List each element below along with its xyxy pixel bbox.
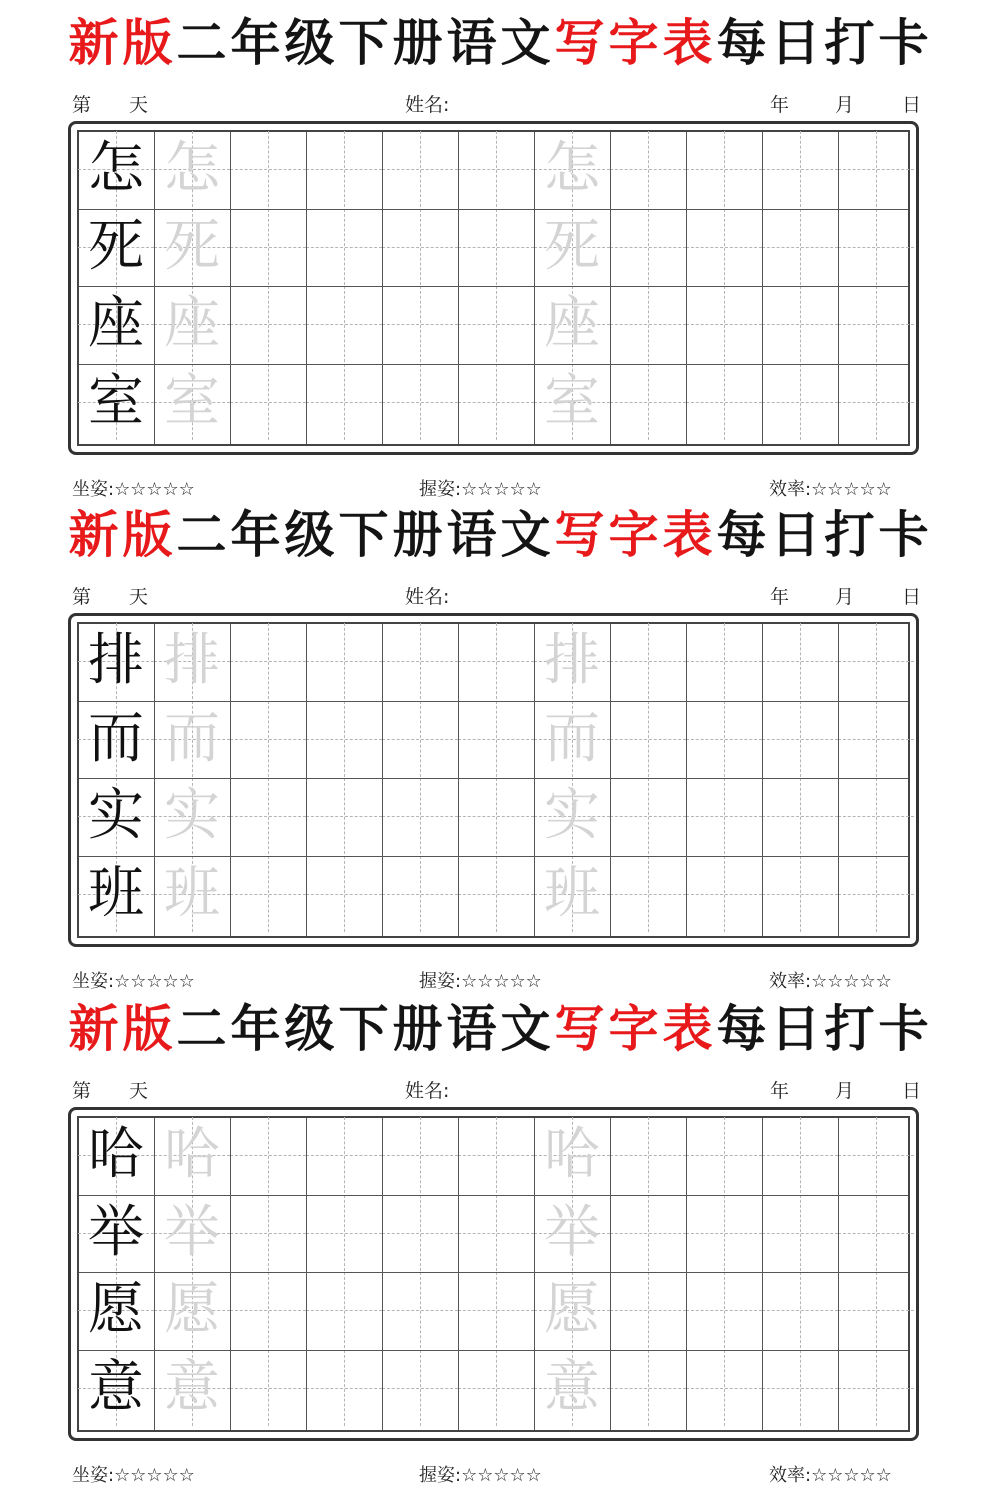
date-label: 日 [902, 586, 922, 608]
grid-cell[interactable] [458, 1272, 534, 1348]
title-part: 写字表 [554, 999, 717, 1058]
trace-character: 死 [164, 213, 220, 279]
efficiency-rating[interactable]: 效率:☆☆☆☆☆ [769, 971, 892, 992]
grid-cell[interactable] [610, 623, 686, 699]
grid-cell[interactable] [230, 1272, 306, 1348]
trace-character: 班 [164, 860, 220, 926]
grid-cell[interactable] [686, 364, 762, 440]
grid-column-line [382, 132, 383, 444]
grid-cell[interactable] [306, 286, 382, 362]
trace-character: 而 [544, 705, 600, 771]
grid-cell[interactable] [686, 778, 762, 854]
grid-cell[interactable] [610, 1350, 686, 1426]
title-part: 写字表 [554, 505, 717, 564]
trace-character: 实 [544, 783, 600, 848]
model-character: 室 [88, 368, 144, 434]
grid-cell[interactable] [306, 1195, 382, 1271]
grid-cell[interactable] [686, 209, 762, 285]
ratings-row [72, 1461, 922, 1491]
grid-column-line [230, 132, 231, 444]
trace-character: 愿 [544, 1277, 600, 1342]
trace-character: 而 [164, 705, 220, 771]
grid-cell[interactable] [306, 1272, 382, 1348]
grid-cell[interactable] [230, 1195, 306, 1271]
trace-character: 举 [164, 1199, 220, 1265]
grid-cell[interactable] [762, 131, 838, 207]
day-label: 第 天 [72, 586, 149, 608]
grid-cell[interactable] [610, 1272, 686, 1348]
grid-cell[interactable] [686, 1117, 762, 1193]
model-character: 排 [88, 628, 144, 693]
grid-cell[interactable] [382, 209, 458, 285]
grid-cell[interactable] [838, 209, 914, 285]
grid-cell[interactable] [382, 778, 458, 854]
grid-column-line [762, 1118, 763, 1430]
year-label: 年 [770, 94, 790, 116]
model-character: 哈 [88, 1122, 144, 1187]
grip-posture-rating[interactable]: 握姿:☆☆☆☆☆ [419, 971, 542, 992]
grid-cell[interactable] [306, 701, 382, 777]
grid-column-line [458, 132, 459, 444]
writing-grid-frame [68, 1107, 919, 1441]
title-part: 新版 [68, 13, 177, 72]
grid-cell[interactable] [306, 856, 382, 932]
title-part: 二年级下册语文 [176, 13, 555, 72]
grid-cell[interactable] [686, 131, 762, 207]
grid-cell[interactable] [382, 701, 458, 777]
grid-cell[interactable] [306, 364, 382, 440]
grid-cell[interactable] [382, 1350, 458, 1426]
grid-cell[interactable] [230, 778, 306, 854]
day-label: 第 天 [72, 94, 149, 116]
model-character: 意 [88, 1354, 144, 1420]
grid-column-line [306, 132, 307, 444]
trace-character: 哈 [544, 1122, 600, 1187]
grid-cell[interactable] [610, 364, 686, 440]
year-label: 年 [770, 1080, 790, 1102]
grid-cell[interactable] [230, 131, 306, 207]
grid-column-line [762, 132, 763, 444]
grid-cell[interactable] [458, 856, 534, 932]
trace-character: 室 [164, 368, 220, 434]
grip-posture-rating[interactable]: 握姿:☆☆☆☆☆ [419, 1465, 542, 1486]
trace-character: 意 [544, 1354, 600, 1420]
grid-cell[interactable] [230, 1350, 306, 1426]
title-part: 新版 [68, 999, 177, 1058]
trace-character: 意 [164, 1354, 220, 1420]
writing-grid [77, 622, 910, 938]
grid-cell[interactable] [610, 131, 686, 207]
writing-grid [77, 1116, 910, 1432]
grid-column-line [838, 132, 839, 444]
trace-character: 愿 [164, 1277, 220, 1342]
grid-cell[interactable] [610, 778, 686, 854]
grid-cell[interactable] [306, 778, 382, 854]
grid-cell[interactable] [382, 286, 458, 362]
grid-cell[interactable] [458, 778, 534, 854]
model-character: 举 [88, 1199, 144, 1265]
trace-character: 座 [544, 291, 600, 356]
grid-cell[interactable] [762, 1272, 838, 1348]
trace-character: 室 [544, 368, 600, 434]
grid-column-line [762, 624, 763, 936]
ratings-row [72, 967, 922, 997]
sitting-posture-rating[interactable]: 坐姿:☆☆☆☆☆ [72, 479, 195, 500]
efficiency-rating[interactable]: 效率:☆☆☆☆☆ [769, 479, 892, 500]
grid-cell[interactable] [838, 1350, 914, 1426]
model-character: 班 [88, 860, 144, 926]
grid-cell[interactable] [610, 701, 686, 777]
name-label: 姓名: [405, 1080, 450, 1102]
grid-column-line [686, 1118, 687, 1430]
grid-column-line [230, 1118, 231, 1430]
model-character: 而 [88, 705, 144, 771]
efficiency-rating[interactable]: 效率:☆☆☆☆☆ [769, 1465, 892, 1486]
grid-cell[interactable] [610, 1195, 686, 1271]
grid-cell[interactable] [838, 1195, 914, 1271]
grid-column-line [838, 1118, 839, 1430]
grid-column-line [458, 1118, 459, 1430]
grid-cell[interactable] [306, 131, 382, 207]
grid-column-line [458, 624, 459, 936]
grid-column-line [306, 624, 307, 936]
grid-cell[interactable] [230, 701, 306, 777]
grid-cell[interactable] [686, 856, 762, 932]
grid-column-line [610, 132, 611, 444]
model-character: 座 [88, 291, 144, 356]
writing-grid-frame [68, 121, 919, 455]
grid-cell[interactable] [382, 1195, 458, 1271]
grid-cell[interactable] [458, 701, 534, 777]
trace-character: 排 [544, 628, 600, 693]
grid-cell[interactable] [458, 364, 534, 440]
model-character: 死 [88, 213, 144, 279]
month-label: 月 [835, 1080, 855, 1102]
grid-cell[interactable] [382, 623, 458, 699]
grid-cell[interactable] [610, 856, 686, 932]
grid-cell[interactable] [610, 286, 686, 362]
grid-cell[interactable] [306, 1350, 382, 1426]
grid-column-line [306, 1118, 307, 1430]
grid-cell[interactable] [458, 1195, 534, 1271]
trace-character: 班 [544, 860, 600, 926]
title-part: 每日打卡 [716, 999, 933, 1058]
title-part: 写字表 [554, 13, 717, 72]
trace-character: 死 [544, 213, 600, 279]
grid-cell[interactable] [306, 209, 382, 285]
grid-cell[interactable] [838, 778, 914, 854]
date-label: 日 [902, 1080, 922, 1102]
grid-cell[interactable] [838, 1117, 914, 1193]
grid-cell[interactable] [762, 1117, 838, 1193]
grid-cell[interactable] [382, 1272, 458, 1348]
grid-column-line [686, 132, 687, 444]
grid-cell[interactable] [838, 364, 914, 440]
grid-cell[interactable] [230, 364, 306, 440]
meta-row [72, 582, 922, 612]
year-label: 年 [770, 586, 790, 608]
grid-cell[interactable] [230, 623, 306, 699]
grid-cell[interactable] [762, 1350, 838, 1426]
title-part: 二年级下册语文 [176, 505, 555, 564]
month-label: 月 [835, 94, 855, 116]
grid-cell[interactable] [686, 1195, 762, 1271]
name-label: 姓名: [405, 94, 450, 116]
writing-grid-frame [68, 613, 919, 947]
sheet-title [0, 994, 1001, 1064]
grid-column-line [686, 624, 687, 936]
date-label: 日 [902, 94, 922, 116]
grid-cell[interactable] [458, 623, 534, 699]
grid-column-line [382, 624, 383, 936]
grid-cell[interactable] [382, 1117, 458, 1193]
grip-posture-rating[interactable]: 握姿:☆☆☆☆☆ [419, 479, 542, 500]
sheet-title [0, 500, 1001, 570]
trace-character: 怎 [544, 136, 600, 201]
grid-cell[interactable] [762, 701, 838, 777]
writing-grid [77, 130, 910, 446]
trace-character: 举 [544, 1199, 600, 1265]
title-part: 每日打卡 [716, 13, 933, 72]
grid-cell[interactable] [458, 131, 534, 207]
sheet-title [0, 8, 1001, 78]
grid-column-line [382, 1118, 383, 1430]
grid-cell[interactable] [230, 209, 306, 285]
grid-cell[interactable] [762, 1195, 838, 1271]
grid-cell[interactable] [838, 131, 914, 207]
meta-row [72, 1076, 922, 1106]
grid-cell[interactable] [382, 856, 458, 932]
trace-character: 怎 [164, 136, 220, 201]
trace-character: 实 [164, 783, 220, 848]
grid-cell[interactable] [458, 286, 534, 362]
grid-cell[interactable] [762, 209, 838, 285]
grid-cell[interactable] [762, 364, 838, 440]
grid-cell[interactable] [382, 364, 458, 440]
model-character: 愿 [88, 1277, 144, 1342]
title-part: 二年级下册语文 [176, 999, 555, 1058]
grid-cell[interactable] [838, 1272, 914, 1348]
grid-column-line [610, 1118, 611, 1430]
grid-cell[interactable] [686, 623, 762, 699]
sitting-posture-rating[interactable]: 坐姿:☆☆☆☆☆ [72, 1465, 195, 1486]
name-label: 姓名: [405, 586, 450, 608]
grid-cell[interactable] [762, 286, 838, 362]
grid-cell[interactable] [458, 1350, 534, 1426]
grid-cell[interactable] [838, 623, 914, 699]
model-character: 怎 [88, 136, 144, 201]
meta-row [72, 90, 922, 120]
trace-character: 座 [164, 291, 220, 356]
title-part: 每日打卡 [716, 505, 933, 564]
grid-column-line [230, 624, 231, 936]
grid-cell[interactable] [230, 286, 306, 362]
grid-column-line [610, 624, 611, 936]
grid-cell[interactable] [306, 623, 382, 699]
grid-cell[interactable] [686, 1272, 762, 1348]
grid-cell[interactable] [610, 1117, 686, 1193]
grid-cell[interactable] [762, 778, 838, 854]
grid-cell[interactable] [686, 701, 762, 777]
trace-character: 排 [164, 628, 220, 693]
grid-column-line [838, 624, 839, 936]
day-label: 第 天 [72, 1080, 149, 1102]
grid-cell[interactable] [230, 1117, 306, 1193]
sitting-posture-rating[interactable]: 坐姿:☆☆☆☆☆ [72, 971, 195, 992]
grid-cell[interactable] [458, 1117, 534, 1193]
grid-cell[interactable] [762, 856, 838, 932]
grid-cell[interactable] [306, 1117, 382, 1193]
grid-cell[interactable] [382, 131, 458, 207]
grid-cell[interactable] [458, 209, 534, 285]
model-character: 实 [88, 783, 144, 848]
grid-cell[interactable] [230, 856, 306, 932]
grid-cell[interactable] [686, 1350, 762, 1426]
grid-cell[interactable] [686, 286, 762, 362]
grid-cell[interactable] [762, 623, 838, 699]
grid-cell[interactable] [838, 701, 914, 777]
grid-cell[interactable] [610, 209, 686, 285]
trace-character: 哈 [164, 1122, 220, 1187]
grid-cell[interactable] [838, 286, 914, 362]
grid-cell[interactable] [838, 856, 914, 932]
title-part: 新版 [68, 505, 177, 564]
month-label: 月 [835, 586, 855, 608]
